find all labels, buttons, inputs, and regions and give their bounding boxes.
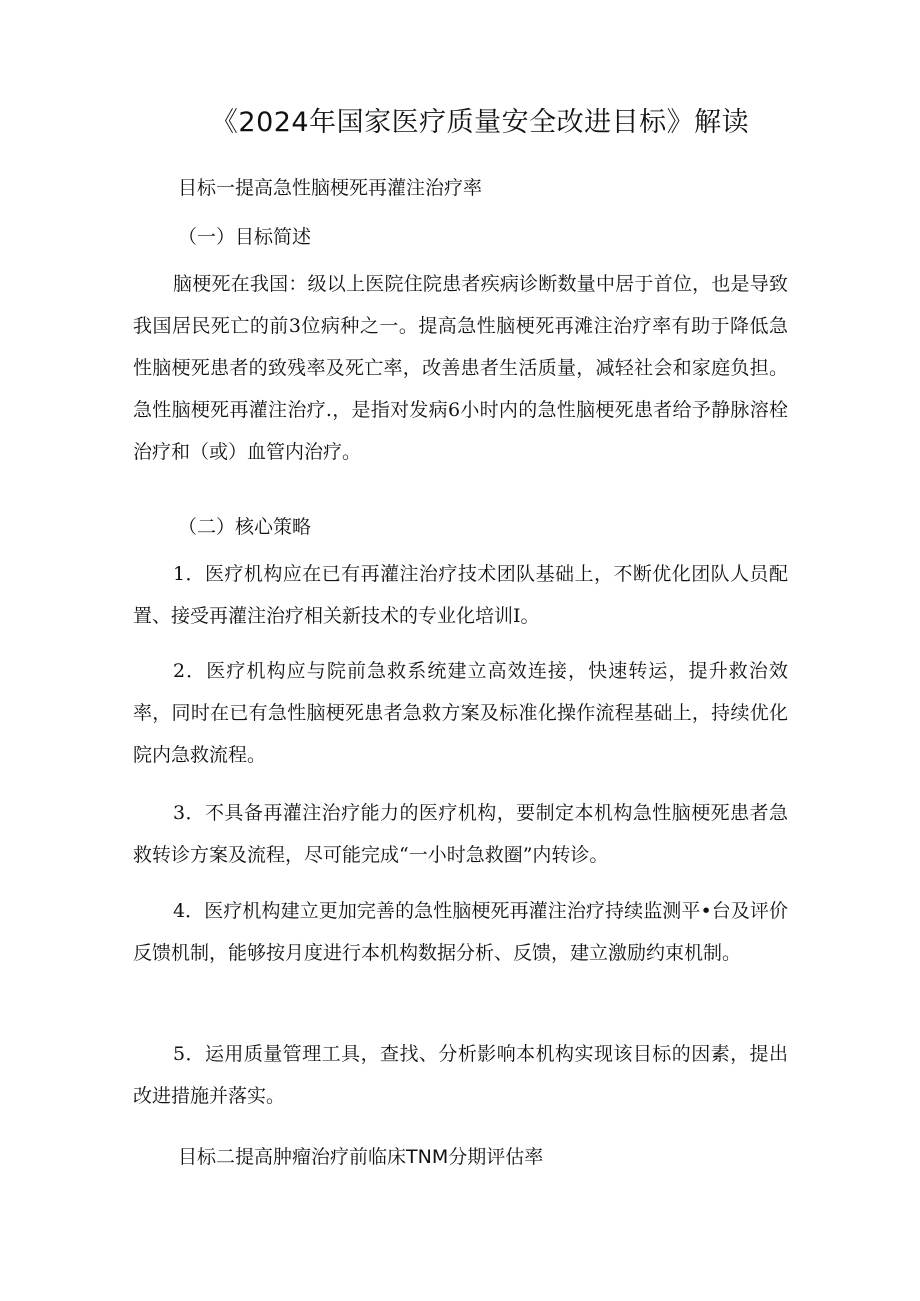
goal-1-heading: 目标一提高急性脑梗死再灌注治疗率 — [178, 177, 483, 199]
strategy-item-4: 4．医疗机构建立更加完善的急性脑梗死再灌注治疗持续监测平•台及评价反馈机制，能够按月度进行本机构数据分析、反馈，建立激励约束机制。 — [133, 900, 788, 964]
document-title: 《2024年国家医疗质量安全改进目标》解读 — [210, 107, 750, 138]
section-1-paragraph: 脑梗死在我国：级以上医院住院患者疾病诊断数量中居于首位，也是导致我国居民死亡的前3位病种之一。提高急性脑梗死再滩注治疗率有助于降低急性脑梗死患者的致残率及死亡率，改善患者生活质量，减轻社会和家庭负担。急性脑梗死再灌注治疗.，是指对发病6小时内的急性脑梗死患者给予静脉溶栓治疗和（或）血管内治疗。 — [133, 273, 788, 463]
strategy-item-5: 5．运用质量管理工具，查找、分析影响本机构实现该目标的因素，提出改进措施并落实。 — [133, 1043, 788, 1107]
section-2-heading: （二）核心策略 — [178, 516, 312, 538]
goal-2-heading: 目标二提高肿瘤治疗前临床TNM分期评估率 — [178, 1146, 544, 1168]
strategy-item-1: 1．医疗机构应在已有再灌注治疗技术团队基础上，不断优化团队人员配置、接受再灌注治疗相关新技术的专业化培训I。 — [133, 563, 788, 627]
strategy-item-3: 3．不具备再灌注治疗能力的医疗机构，要制定本机构急性脑梗死患者急救转诊方案及流程，尽可能完成“一小时急救圈”内转诊。 — [133, 802, 788, 866]
section-1-heading: （一）目标简述 — [178, 226, 312, 248]
strategy-item-2: 2．医疗机构应与院前急救系统建立高效连接，快速转运，提升救治效率，同时在已有急性脑梗死患者急救方案及标准化操作流程基础上，持续优化院内急救流程。 — [133, 660, 788, 766]
